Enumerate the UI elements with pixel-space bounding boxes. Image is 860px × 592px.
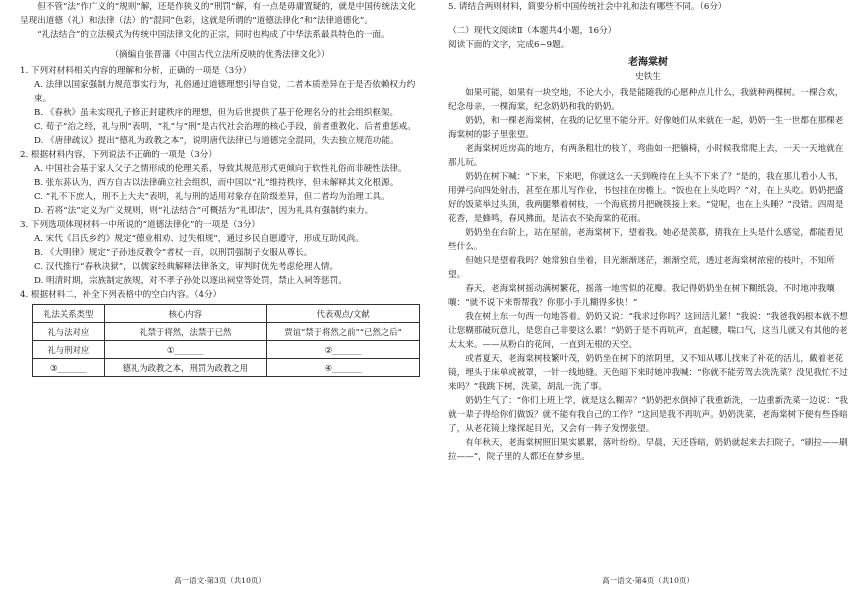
table-header: 核心内容 <box>104 305 267 323</box>
table-cell: 礼与法对应 <box>33 323 105 341</box>
option: A. 法律以国家强制力规范事实行为，礼俗通过道德理想引导自觉，二者本质差异在于是否依赖权力约束。 <box>34 80 416 104</box>
question-1 <box>20 64 420 148</box>
question-stem: 2. 根据材料内容，下列说法不正确的一项是（3分） <box>20 150 217 160</box>
story-paragraph: 春天，老海棠树摇动满树繁花，摇落一地雪似的花瓣。我记得奶奶坐在树下糊纸袋，不时地冲我嚷嚷：“就不说下来帮帮我？你那小手儿糊得多快！” <box>448 284 835 308</box>
left-page <box>20 0 420 592</box>
intro-paragraph: “礼法结合”的立法模式为传统中国法律文化的正宗，同时也构成了中华法系最具特色的一面。 <box>37 30 390 40</box>
option: C. 汉代推行“春秋决狱”，以儒家经典解释法律条文，审判时优先考虑伦理人情。 <box>34 262 339 272</box>
table-cell: 贾谊“禁于将然之前”“已然之后” <box>267 323 420 341</box>
story-paragraph: 但她只是望着我吗？她常独自坐着，目光渐渐迷茫，渐渐空荒，透过老海棠树浓密的枝叶，不知所望。 <box>448 256 835 280</box>
option: C. “礼不下庶人，刑不上大夫”表明，礼与刑的适用对象存在阶级差异，但二者均为治理工具。 <box>34 192 390 202</box>
question-2 <box>20 148 420 218</box>
right-page <box>448 0 848 592</box>
page-footer: 高一语文·第4页（共10页） <box>602 576 694 585</box>
intro-paragraph: 但不管“法”作广义的“规则”解，还是作狭义的“刑罚”解，有一点是毋庸置疑的，就是中国传统法文化呈现出道德（礼）和法律（法）的“混同”色彩，这就是所谓的“道德法律化”和“法律道德化”。 <box>20 2 416 26</box>
story-paragraph: 老海棠树近房高的地方，有两条粗壮的枝丫，弯曲如一把躺椅，小时候我常爬上去，一天一天地就在那儿玩。 <box>448 144 844 168</box>
table-cell: 礼与刑对应 <box>33 341 105 359</box>
story-paragraph: 奶奶，和一棵老海棠树，在我的记忆里不能分开。好像她们从来就在一起，奶奶一生一世都在那棵老海棠树的影子里张望。 <box>448 116 844 140</box>
table-cell: ④_______ <box>267 359 420 377</box>
story-paragraph: 奶奶坐在台阶上，站在屋前，老海棠树下，望着我。她必是羡慕，猜我在上头是什么感觉，都能看见些什么。 <box>448 228 844 252</box>
question-stem: 4. 根据材料二，补全下列表格中的空白内容。（4分） <box>20 290 222 300</box>
option: D. 若将“法”定义为广义规则，则“礼法结合”可概括为“礼即法”，因为礼具有强制约束力。 <box>34 206 374 216</box>
option: C. 荀子“治之经，礼与刑”表明，“礼”与“刑”是古代社会治理的核心手段，前者重教化、后者重惩戒。 <box>34 122 416 132</box>
option: B. 《春秋》虽未实现孔子修正封建秩序的理想，但为后世提供了基于伦理名分的社会组织框架。 <box>34 108 399 118</box>
story-paragraph: 奶奶在树下喊：“下来，下来吧，你就这么一天到晚待在上头不下来了？”是的，我在那儿看小人书，用弹弓向四处射击，甚至在那儿写作业，书包挂在房檐上。“饭也在上头吃吗？”对，在上头吃。奶奶把盛好的饭菜举过头顶，我两腿攀着树枝，一个海底捞月把碗筷接上来。“觉呢，也在上头睡？”没错。四周是花香，是蜂鸣，春风拂面，是沾衣不染海棠的花雨。 <box>448 172 844 224</box>
story-body <box>448 86 848 464</box>
table-header: 代表观点/文献 <box>267 305 420 323</box>
answer-table <box>32 304 420 377</box>
table-row <box>33 359 420 377</box>
question-stem: 3. 下列选项体现材料一中所说的“道德法律化”的一项是（3分） <box>20 220 261 230</box>
table-row <box>33 341 420 359</box>
table-cell: ①_______ <box>104 341 267 359</box>
page-footer: 高一语文·第3页（共10页） <box>174 576 266 585</box>
question-4 <box>20 288 420 377</box>
option: B. 张东荪认为，西方自古以法律确立社会组织，而中国以“礼”维持秩序，但未解释其文化根源。 <box>34 178 399 188</box>
option: D. 《唐律疏议》提出“德礼为政教之本”，说明唐代法律已与道德完全混同，失去独立规范功能。 <box>34 136 399 146</box>
story-author: 史铁生 <box>635 72 661 82</box>
story-paragraph: 我在树上东一句西一句地答着。奶奶又说：“我求过你吗？这回活儿紧！”我说：“我爸我妈根本就不想让您糊那破玩意儿，是您自己非要这么累！”奶奶于是不再吭声，直起腰，喘口气，这当儿就又有其他的老太太来。——从粉白的花间，一直到无根的天空。 <box>448 312 848 350</box>
story-paragraph: 如果可能，如果有一块空地，不论大小，我是能随我的心愿种点儿什么，我就种两棵树。一棵合欢，纪念母亲，一棵海棠，纪念奶奶和我的奶奶。 <box>448 88 844 112</box>
reading-instruction: 阅读下面的文字，完成6~9题。 <box>448 40 570 50</box>
option: D. 明清时期，宗族制定族规，对不孝子孙处以逐出祠堂等处罚，禁止入祠等惩罚。 <box>34 276 347 286</box>
source-citation: （摘编自张晋藩《中国古代立法所反映的优秀法律文化》） <box>110 50 330 60</box>
question-5: 5. 请结合两则材料，简要分析中国传统社会中礼和法有哪些不同。（6分） <box>448 2 727 12</box>
option: B. 《大明律》规定“子孙违反教令”者杖一百，以刑罚强制子女服从尊长。 <box>34 248 313 258</box>
question-stem: 1. 下列对材料相关内容的理解和分析，正确的一项是（3分） <box>20 66 252 76</box>
table-cell: 礼禁于将然，法禁于已然 <box>104 323 267 341</box>
option: A. 宋代《吕氏乡约》规定“德业相劝、过失相规”，通过乡民自愿遵守，形成互助风尚。 <box>34 234 364 244</box>
option: A. 中国社会基于家人父子之情形成的伦理关系，导致其规范形式更倾向于软性礼俗而非硬性法律。 <box>34 164 407 174</box>
table-cell: 德礼为政教之本，刑罚为政教之用 <box>104 359 267 377</box>
question-3 <box>20 218 420 288</box>
story-title: 老海棠树 <box>628 57 668 68</box>
table-header: 礼法关系类型 <box>33 305 105 323</box>
table-cell: ②_______ <box>267 341 420 359</box>
story-paragraph: 有年秋天，老海棠树照旧果实累累，落叶纷纷。早晨，天还昏暗，奶奶就起来去扫院子，“刷拉——刷拉——”，院子里的人都还在梦乡里。 <box>448 438 848 462</box>
story-paragraph: 或者夏天，老海棠树枝繁叶茂，奶奶坐在树下的浓阴里，又不知从哪儿找来了补花的活儿，戴着老花镜，埋头于床单或被罩，一针一线地缝。天色暗下来时她冲我喊：“你就不能劳驾去洗洗菜？没见我忙不过来吗？”我跳下树，洗菜，胡乱一洗了事。 <box>448 354 848 392</box>
table-cell: ③_______ <box>33 359 105 377</box>
story-paragraph: 奶奶生气了：“你们上班上学，就是这么糊弄？”奶奶把水倒掉了我重新洗，一边重新洗菜一边说：“我就一辈子得给你们做饭？就不能有我自己的工作？”这回是我不再吭声。奶奶洗菜，老海棠树下便有些昏暗了，从老花镜上缘探起目光，又会有一阵子发愣张望。 <box>448 396 848 434</box>
table-row <box>33 323 420 341</box>
section-heading: （二）现代文阅读Ⅱ（本题共4小题，16分） <box>448 26 617 36</box>
